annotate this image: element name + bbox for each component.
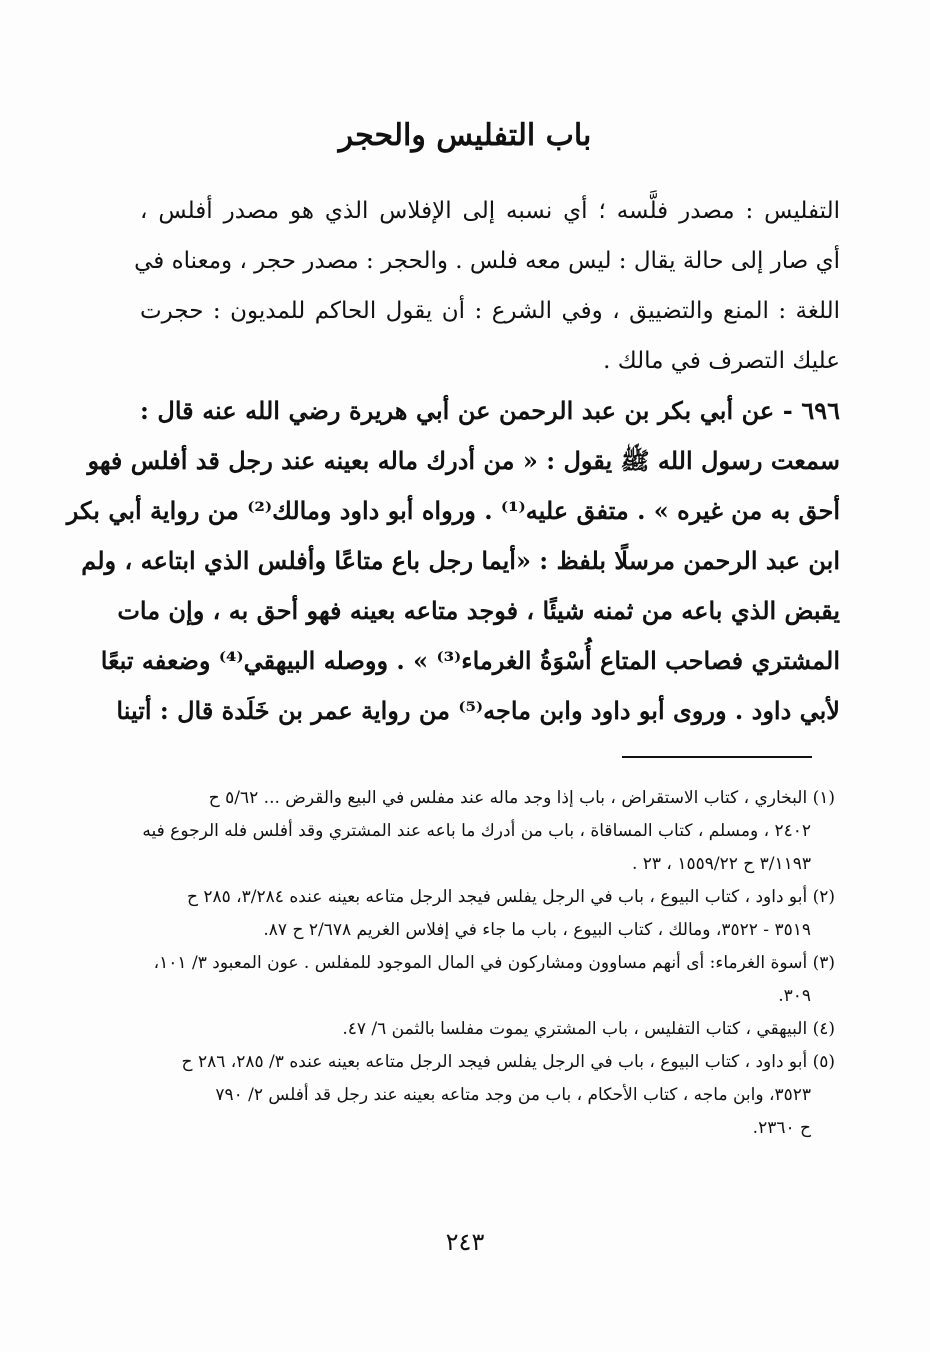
intro-line: التفليس : مصدر فلَّسه ؛ أي نسبه إلى الإفلاس الذي هو مصدر أفلس ، <box>140 198 840 224</box>
footnote-line: ٣٥٢٣، وابن ماجه ، كتاب الأحكام ، باب من وجد متاعه بعينه عند رجل قد أفلس ٢/ ٧٩٠ <box>215 1085 811 1105</box>
hadith-line: ٦٩٦ - عن أبي بكر بن عبد الرحمن عن أبي هريرة رضي الله عنه قال : <box>140 396 840 425</box>
footnote-separator <box>622 756 812 758</box>
footnotes <box>142 782 835 1145</box>
footnote-line: ٣٥١٩ - ٣٥٢٢، ومالك ، كتاب البيوع ، باب ما جاء في إفلاس الغريم ٢/٦٧٨ ح ٨٧. <box>263 920 811 940</box>
intro-line: عليك التصرف في مالك . <box>603 348 840 374</box>
page-number: ٢٤٣ <box>445 1228 485 1256</box>
hadith-line: ابن عبد الرحمن مرسلًا بلفظ : «أيما رجل باع متاعًا وأفلس الذي ابتاعه ، ولم <box>81 546 840 575</box>
footnote-line: ٢٤٠٢ ، ومسلم ، كتاب المساقاة ، باب من أدرك ما باعه عند المشتري وقد أفلس فله الرجوع فيه <box>142 821 811 841</box>
footnote-line: (٣) أسوة الغرماء: أى أنهم مساوون ومشاركون في المال الموجود للمفلس . عون المعبود ٣/ ١٠١، <box>153 953 835 973</box>
hadith-line: يقبض الذي باعه من ثمنه شيئًا ، فوجد متاعه بعينه فهو أحق به ، وإن مات <box>117 596 840 625</box>
intro-line: أي صار إلى حالة يقال : ليس معه فلس . والحجر : مصدر حجر ، ومعناه في <box>134 248 840 274</box>
hadith-line: المشتري فصاحب المتاع أُسْوَةُ الغرماء⁽³⁾ » . ووصله البيهقي⁽⁴⁾ وضعفه تبعًا <box>100 646 840 675</box>
main-text <box>66 186 840 736</box>
footnote-line: ح ٢٣٦٠. <box>752 1118 811 1138</box>
footnote-line: ٣/١١٩٣ ح ١٥٥٩/٢٢ ، ٢٣ . <box>631 854 811 874</box>
hadith-line: لأبي داود . وروى أبو داود وابن ماجه⁽⁵⁾ من رواية عمر بن خَلَدة قال : أتينا <box>116 696 840 725</box>
footnote-line: (١) البخاري ، كتاب الاستقراض ، باب إذا وجد ماله عند مفلس في البيع والقرض ... ٥/٦٢ ح <box>208 788 835 808</box>
footnote-line: ٣٠٩. <box>778 986 811 1006</box>
footnote-line: (٢) أبو داود ، كتاب البيوع ، باب في الرجل يفلس فيجد الرجل متاعه بعينه عنده ٣/٢٨٤، ٢٨٥ ح <box>186 887 835 907</box>
chapter-title: باب التفليس والحجر <box>338 118 592 153</box>
footnote-line: (٤) البيهقي ، كتاب التفليس ، باب المشتري يموت مفلسا بالثمن ٦/ ٤٧. <box>342 1019 835 1039</box>
footnote-line: (٥) أبو داود ، كتاب البيوع ، باب في الرجل يفلس فيجد الرجل متاعه بعينه عنده ٣/ ٢٨٥، ٢٨٦ ح <box>181 1052 835 1072</box>
hadith-line: أحق به من غيره » . متفق عليه⁽¹⁾ . ورواه أبو داود ومالك⁽²⁾ من رواية أبي بكر <box>66 496 840 525</box>
intro-line: اللغة : المنع والتضييق ، وفي الشرع : أن يقول الحاكم للمديون : حجرت <box>140 298 840 324</box>
hadith-line: سمعت رسول الله ﷺ يقول : « من أدرك ماله بعينه عند رجل قد أفلس فهو <box>87 446 840 475</box>
